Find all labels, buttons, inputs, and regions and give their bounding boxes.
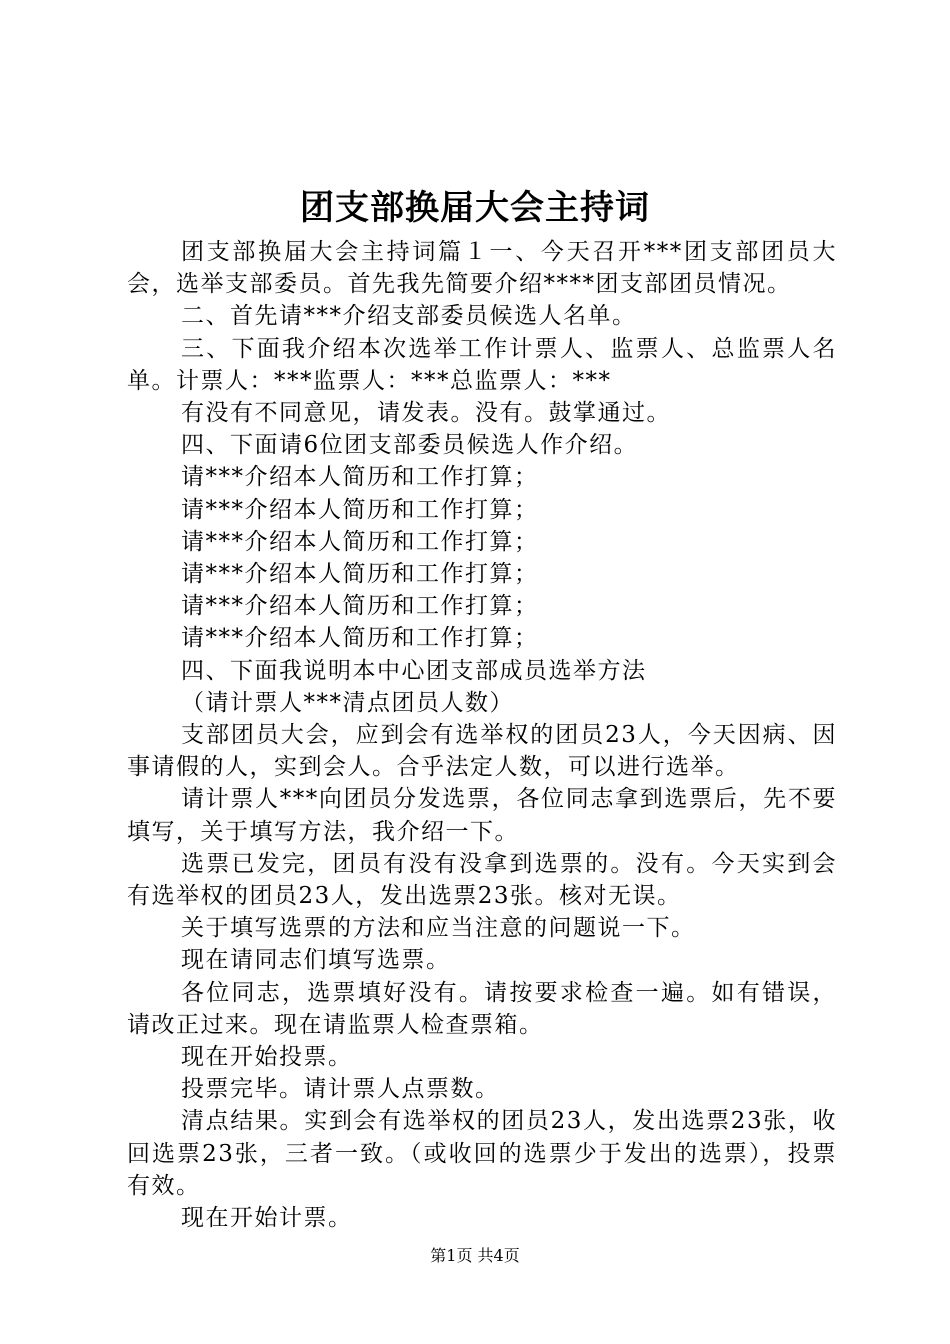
document-title: 团支部换届大会主持词 [300,188,650,228]
paragraph: 二、首先请***介绍支部委员候选人名单。 [181,303,637,330]
paragraph: 请计票人***向团员分发选票，各位同志拿到选票后，先不要填写，关于填写方法，我介绍一下。 [127,786,837,845]
paragraph: 请***介绍本人简历和工作打算； [181,464,539,491]
paragraph: 现在请同志们填写选票。 [181,947,451,974]
paragraph: 请***介绍本人简历和工作打算； [181,625,539,652]
document-body [127,236,837,1234]
paragraph: 清点结果。实到会有选举权的团员23人，发出选票23张，收回选票23张，三者一致。（或收回的选票少于发出的选票），投票有效。 [127,1108,837,1199]
paragraph: 现在开始计票。 [181,1205,353,1232]
paragraph: 四、下面请6位团支部委员候选人作介绍。 [181,432,639,459]
paragraph: 请***介绍本人简历和工作打算； [181,496,539,523]
paragraph: 现在开始投票。 [181,1044,353,1071]
page-number: 第1页 共4页 [430,1246,520,1265]
paragraph: 请***介绍本人简历和工作打算； [181,561,539,588]
paragraph: 三、下面我介绍本次选举工作计票人、监票人、总监票人名单。计票人：***监票人：***总监票人：*** [127,335,837,394]
paragraph: 团支部换届大会主持词篇１一、今天召开***团支部团员大会，选举支部委员。首先我先简要介绍****团支部团员情况。 [127,239,837,298]
paragraph: 选票已发完，团员有没有没拿到选票的。没有。今天实到会有选举权的团员23人，发出选票23张。核对无误。 [127,850,837,910]
paragraph: 四、下面我说明本中心团支部成员选举方法 [181,657,647,684]
paragraph: 有没有不同意见，请发表。没有。鼓掌通过。 [181,400,671,427]
paragraph: 请***介绍本人简历和工作打算； [181,593,539,620]
paragraph: 投票完毕。请计票人点票数。 [181,1076,500,1103]
paragraph: 支部团员大会，应到会有选举权的团员23人，今天因病、因事请假的人，实到会人。合乎法定人数，可以进行选举。 [127,722,837,781]
paragraph: 关于填写选票的方法和应当注意的问题说一下。 [181,915,696,942]
paragraph: 请***介绍本人简历和工作打算； [181,528,539,555]
paragraph: （请计票人***清点团员人数） [181,689,514,716]
paragraph: 各位同志，选票填好没有。请按要求检查一遍。如有错误，请改正过来。现在请监票人检查票箱。 [127,979,837,1038]
